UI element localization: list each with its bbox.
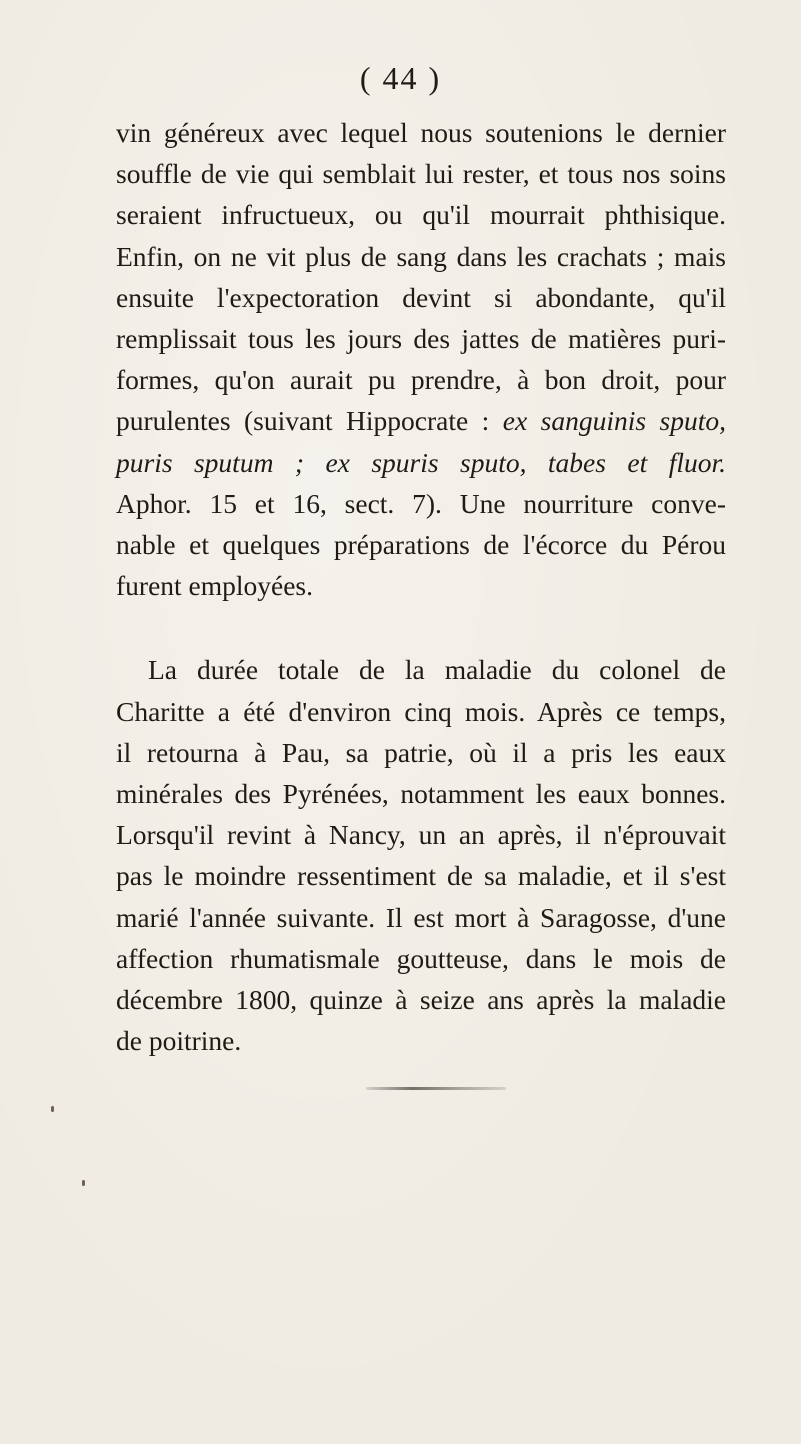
paragraph-1 <box>116 112 726 606</box>
text-line: remplissait tous les jours des jattes de matières puri- <box>116 323 726 355</box>
decorative-rule <box>366 1087 506 1090</box>
text-segment: purulentes (suivant Hippocrate : <box>116 405 503 437</box>
text-line: furent employées. <box>116 570 314 602</box>
text-line: Charitte a été d'environ cinq mois. Après ce temps, <box>116 695 726 727</box>
ink-speck <box>51 1106 54 1112</box>
text-line <box>116 400 726 441</box>
text-line: de poitrine. <box>116 1025 242 1057</box>
text-line: seraient infructueux, ou qu'il mourrait phthisique. <box>116 199 726 231</box>
text-line: nable et quelques préparations de l'écorce du Pérou <box>116 529 726 561</box>
text-line: Aphor. 15 et 16, sect. 7). Une nourriture conve- <box>116 487 726 519</box>
body-text <box>116 112 726 1061</box>
text-line: vin généreux avec lequel nous soutenions le dernier <box>116 117 726 148</box>
latin-quote: ex sanguinis sputo, <box>502 405 726 437</box>
latin-quote: puris sputum ; ex spuris sputo, tabes et fluor. <box>116 446 726 478</box>
text-line: il retourna à Pau, sa patrie, où il a pris les eaux <box>116 736 726 768</box>
text-line <box>116 442 726 483</box>
text-line: décembre 1800, quinze à seize ans après la maladie <box>116 984 726 1016</box>
paragraph-2 <box>116 649 726 1061</box>
text-line: Enfin, on ne vit plus de sang dans les crachats ; mais <box>116 240 726 272</box>
text-line: La durée totale de la maladie du colonel de <box>148 654 726 686</box>
text-line: pas le moindre ressentiment de sa maladie, et il s'est <box>116 860 726 892</box>
text-line: ensuite l'expectoration devint si abondante, qu'il <box>116 281 726 313</box>
text-line: formes, qu'on aurait pu prendre, à bon droit, pour <box>116 364 726 396</box>
text-line: Lorsqu'il revint à Nancy, un an après, il n'éprouvait <box>116 819 726 851</box>
text-line: minérales des Pyrénées, notamment les eaux bonnes. <box>116 778 726 810</box>
text-line: affection rhumatismale goutteuse, dans le mois de <box>116 942 726 974</box>
ink-speck <box>82 1180 85 1186</box>
text-line: souffle de vie qui semblait lui rester, et tous nos soins <box>116 158 726 190</box>
text-line: marié l'année suivante. Il est mort à Saragosse, d'une <box>116 901 726 933</box>
page-number: ( 44 ) <box>359 60 442 96</box>
